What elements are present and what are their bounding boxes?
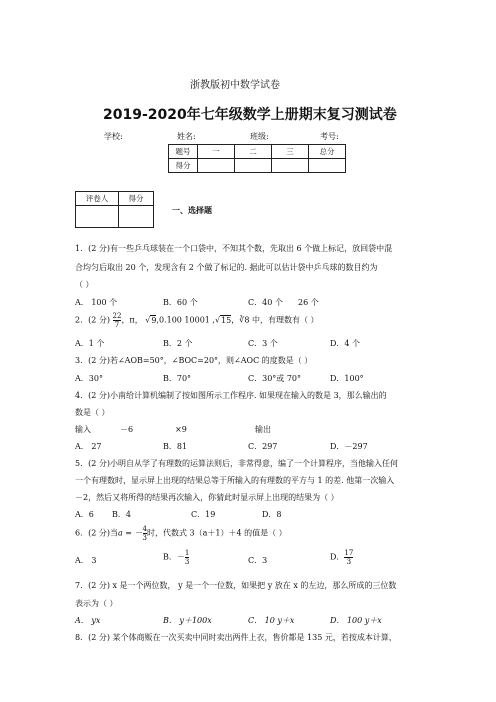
q5-text: 5．(2 分)小明自从学了有理数的运算法则后，非常得意，编了一个计算程序，当他输入任何 — [75, 459, 398, 468]
q2-text: 2．(2 分) $\frac{22}{7}$ ，π， √9,0.100 10001 ,√15，∛8 中，有理数有（ ） — [75, 312, 319, 329]
grader-table — [75, 191, 154, 228]
q6-variable: a = － — [117, 528, 143, 538]
q5-text: －2，然后又将所得的结果再次输入，你猜此时显示屏上出现的结果为（ ） — [75, 493, 339, 502]
q1-option-c[interactable]: C．40 个 — [248, 298, 283, 307]
q4-flow-input: 输入 — [75, 425, 91, 434]
q3-option-d[interactable]: D．100° — [330, 374, 364, 383]
q4-flow-step1: －6 — [120, 425, 134, 434]
q2-sqrt9: 9 — [151, 315, 157, 325]
q2-option-d[interactable]: D．4 个 — [330, 339, 361, 348]
q2-sequence: ,0.100 10001 , — [156, 315, 215, 325]
q3-option-a[interactable]: A．30° — [75, 374, 103, 383]
grader-table-cell: 得分 — [119, 192, 154, 206]
q6-prefix: 6．(2 分)当 — [75, 528, 118, 538]
grader-table-cell: 评卷人 — [76, 192, 119, 206]
q8-text: 8．(2 分) 某个体商贩在一次买卖中同时卖出两件上衣，售价都是 135 元，若按成本计算， — [75, 633, 397, 642]
score-table-cell: 二 — [235, 145, 272, 159]
q3-option-c[interactable]: C．30°或 70° — [248, 374, 302, 383]
exam-number-label: 考号: — [320, 132, 339, 141]
q5-option-d[interactable]: D．8 — [262, 510, 282, 519]
q7-text: 7．(2 分) x 是一个两位数， y 是一个一位数，如果把 y 放在 x 的左边，那么所成的三位数 — [75, 581, 397, 590]
q4-option-a[interactable]: A． 27 — [75, 442, 102, 451]
q5-option-b[interactable]: B．4 — [112, 510, 131, 519]
q4-option-c[interactable]: C．297 — [248, 442, 278, 451]
q2-option-a[interactable]: A．1 个 — [75, 339, 105, 348]
score-table — [168, 144, 346, 173]
q7-option-a[interactable]: A． yx — [75, 616, 101, 625]
score-table-cell: 三 — [272, 145, 309, 159]
exam-subtitle: 浙教版初中数学试卷 — [190, 80, 280, 91]
score-input-cell[interactable] — [198, 159, 235, 173]
q2-prefix: 2．(2 分) — [75, 315, 110, 325]
section-heading: 一、选择题 — [172, 206, 212, 215]
q1-option-b[interactable]: B．60 个 — [163, 298, 198, 307]
score-table-cell: 一 — [198, 145, 235, 159]
score-table-cell: 题号 — [169, 145, 198, 159]
q6-option-d[interactable]: D． $\frac{17}{3}$ — [330, 549, 354, 566]
q7-text: 表示为（ ） — [75, 599, 118, 608]
score-input-cell[interactable] — [309, 159, 346, 173]
q2-sqrt15: 15 — [221, 315, 232, 325]
q1-text: 合均匀后取出 20 个，发现含有 2 个做了标记的. 据此可以估计袋中乒乓球的数目约为 — [75, 263, 378, 272]
q2-option-c[interactable]: C．3 个 — [248, 339, 278, 348]
q1-text: 1．(2 分)有一些乒乓球装在一个口袋中，不知其个数，先取出 6 个做上标记，放回袋中混 — [75, 244, 393, 253]
q3-option-b[interactable]: B．70° — [163, 374, 192, 383]
q3-text: 3．(2 分)若∠AOB=50°，∠BOC=20°，则∠AOC 的度数是（ ） — [75, 356, 313, 365]
exam-title: 2019-2020年七年级数学上册期末复习测试卷 — [103, 107, 397, 123]
q7-option-b[interactable]: B． y＋100x — [163, 616, 212, 625]
q6-option-b[interactable]: B．－ $\frac{1}{3}$ — [163, 549, 190, 566]
score-input-cell[interactable] — [272, 159, 309, 173]
q5-option-a[interactable]: A．6 — [75, 510, 94, 519]
q2-fraction: $\frac{22}{7}$ — [112, 312, 122, 329]
q7-option-d[interactable]: D． 100 y＋x — [330, 616, 382, 625]
q2-option-b[interactable]: B．2 个 — [163, 339, 193, 348]
name-label: 姓名: — [177, 132, 196, 141]
q1-option-a[interactable]: A． 100 个 — [75, 298, 118, 307]
q6-option-c[interactable]: C．3 — [248, 556, 268, 565]
q5-text: 一个有理数时，显示屏上出现的结果总等于所输入的有理数的平方与 1 的差. 他第一次输入 — [75, 476, 395, 485]
score-table-cell: 得分 — [169, 159, 198, 173]
q2-cube-root: ，∛8 中，有理数有（ ） — [231, 315, 319, 325]
q7-option-c[interactable]: C． 10 y＋x — [248, 616, 295, 625]
q4-text: 4．(2 分)小南给计算机编制了按如图所示工作程序. 如果现在输入的数是 3，那么输出的 — [75, 391, 387, 400]
school-label: 学校: — [104, 132, 123, 141]
q4-option-b[interactable]: B．81 — [163, 442, 188, 451]
q6-option-a[interactable]: A． 3 — [75, 556, 97, 565]
q2-pi: ，π， — [121, 315, 143, 325]
q4-flow-step2: ×9 — [175, 425, 187, 434]
class-label: 班级: — [250, 132, 269, 141]
score-table-cell: 总分 — [309, 145, 346, 159]
score-input-cell[interactable] — [235, 159, 272, 173]
grader-input-cell[interactable] — [76, 206, 119, 228]
q4-option-d[interactable]: D．－297 — [330, 442, 368, 451]
grader-input-cell[interactable] — [119, 206, 154, 228]
q1-text: （ ） — [75, 280, 94, 289]
q5-option-c[interactable]: C．19 — [191, 510, 216, 519]
q6-fraction: $\frac{4}{3}$ — [142, 525, 147, 542]
q6-text — [75, 525, 287, 542]
q1-option-d[interactable]: 26 个 — [298, 298, 319, 307]
q4-flow-output: 输出 — [255, 425, 271, 434]
q4-text: 数是（ ） — [75, 408, 110, 417]
q6-suffix: 时，代数式 3（a＋1）＋4 的值是（ ） — [147, 528, 287, 538]
